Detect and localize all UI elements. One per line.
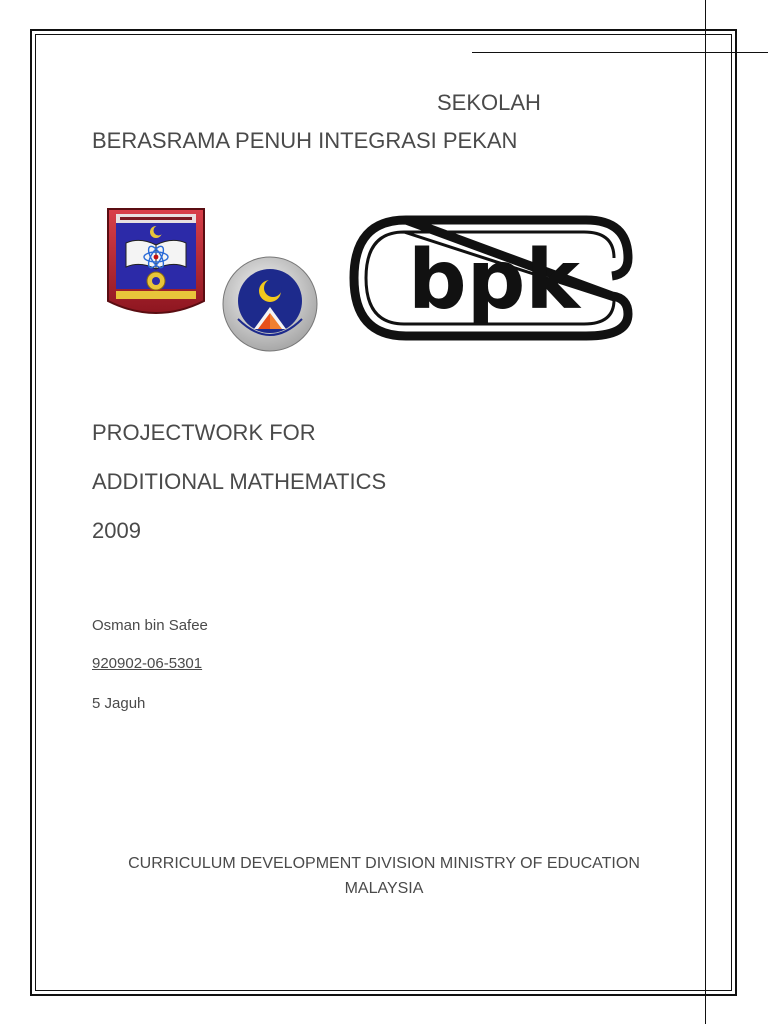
student-name: Osman bin Safee — [92, 617, 208, 634]
project-year: 2009 — [92, 518, 141, 543]
school-crest-icon — [102, 205, 210, 323]
footer-division: CURRICULUM DEVELOPMENT DIVISION MINISTRY OF EDUCATION MALAYSIA — [128, 855, 640, 897]
student-ic-number: 920902-06-5301 — [92, 655, 203, 672]
vertical-rule-line — [705, 0, 706, 1024]
project-title-line2: ADDITIONAL MATHEMATICS — [92, 469, 387, 494]
page-border-inner — [35, 34, 732, 991]
school-name-line1: SEKOLAH — [437, 90, 541, 115]
kpm-emblem-icon — [220, 255, 320, 353]
bpk-logo-text: bpk — [408, 233, 580, 328]
bpk-logo-icon — [336, 212, 636, 344]
school-name-line2: BERASRAMA PENUH INTEGRASI PEKAN — [92, 128, 518, 153]
project-title-line1: PROJECTWORK FOR — [92, 420, 316, 445]
student-class: 5 Jaguh — [92, 695, 146, 712]
horizontal-rule-line — [472, 52, 768, 53]
